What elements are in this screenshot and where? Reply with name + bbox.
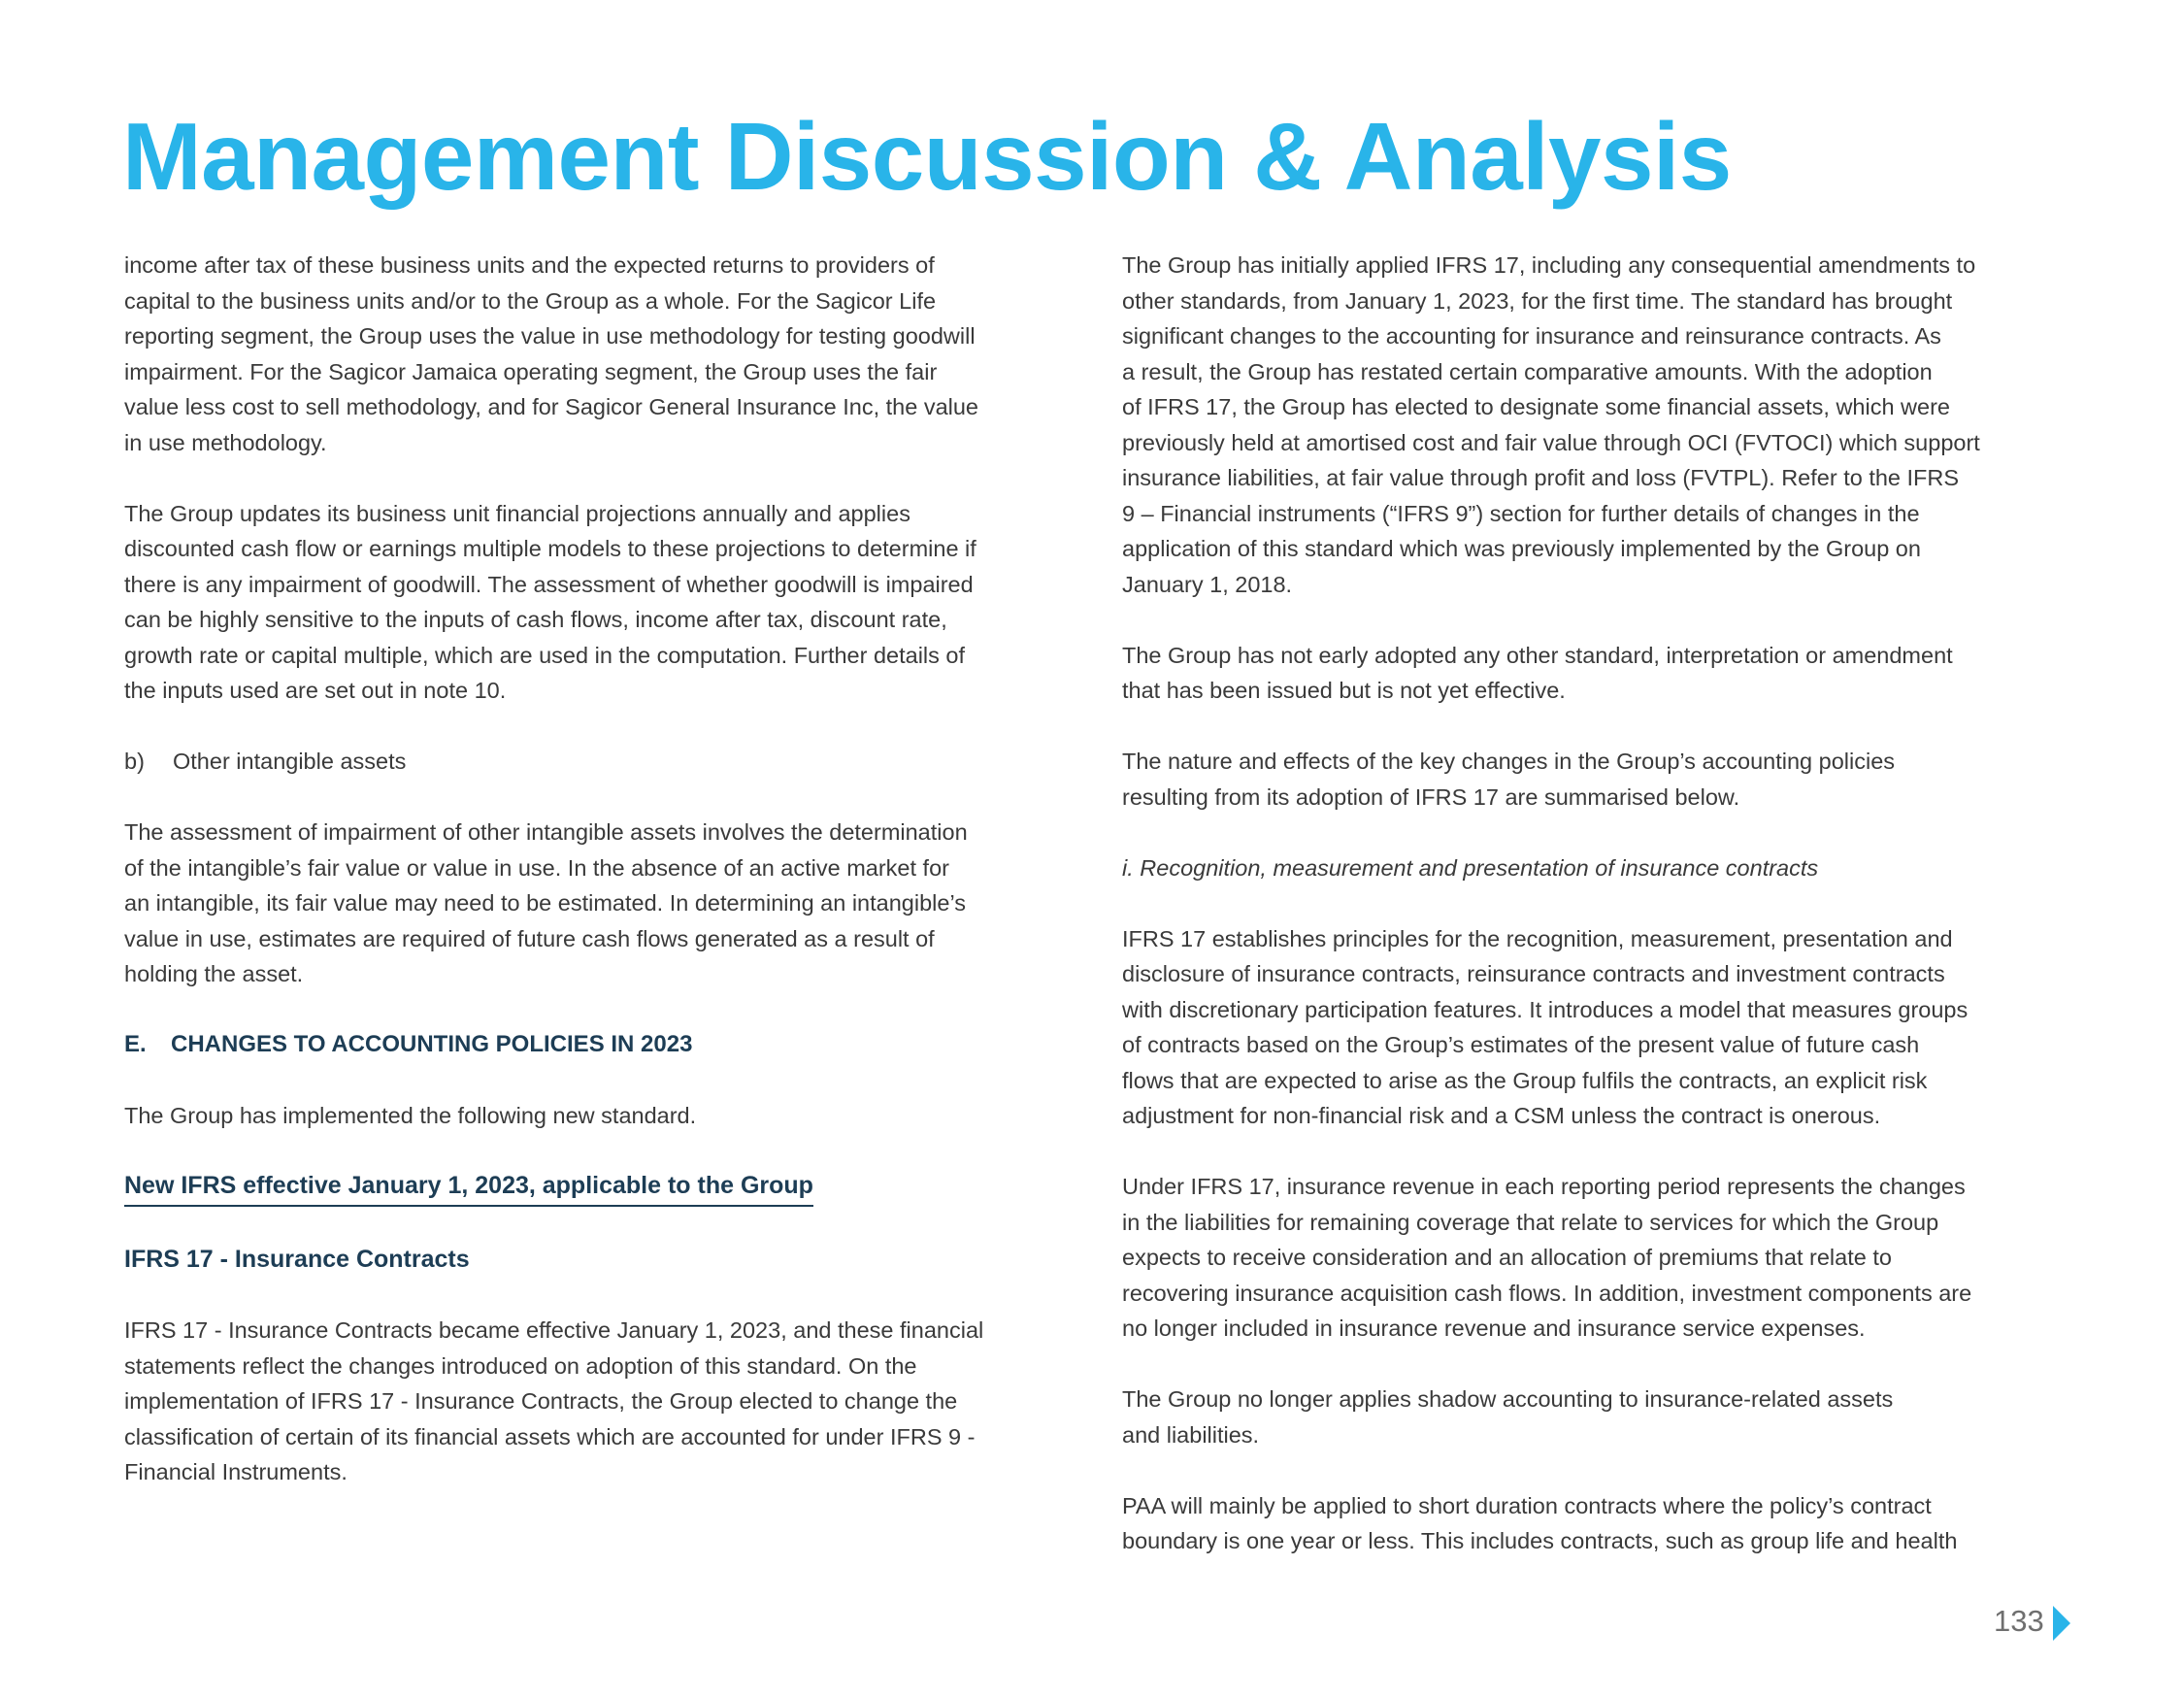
text-line: [124, 1454, 1085, 1490]
section-heading: [124, 1169, 1085, 1207]
paragraph: [1122, 1488, 2093, 1559]
text-content: implementation of IFRS 17 - Insurance Contracts, the Group elected to change the: [124, 1388, 958, 1414]
right-column: [1122, 248, 2093, 1594]
text-line: [124, 248, 1085, 283]
text-content: that has been issued but is not yet effective.: [1122, 678, 1566, 703]
paragraph: [1122, 248, 2093, 602]
text-line: [1122, 744, 2093, 780]
text-content: impairment. For the Sagicor Jamaica operating segment, the Group uses the fair: [124, 358, 938, 384]
text-line: [124, 850, 1085, 886]
paragraph: [124, 815, 1085, 992]
text-line: [1122, 992, 2093, 1028]
text-line: [1122, 425, 2093, 461]
text-content: boundary is one year or less. This includes contracts, such as group life and health: [1122, 1528, 1958, 1553]
text-line: [1122, 531, 2093, 567]
text-line: [124, 956, 1085, 992]
text-line: [1122, 1063, 2093, 1099]
text-line: [124, 425, 1085, 461]
text-content: and liabilities.: [1122, 1421, 1260, 1448]
text-line: [124, 1383, 1085, 1419]
text-line: [1122, 1205, 2093, 1241]
text-line: [124, 531, 1085, 567]
text-content: January 1, 2018.: [1122, 571, 1293, 597]
text-line: [124, 602, 1085, 638]
list-marker: b): [124, 749, 145, 774]
page-number: 133: [1994, 1604, 2044, 1638]
text-line: [124, 1027, 1085, 1063]
text-line: [124, 1242, 1085, 1278]
text-line: [124, 283, 1085, 319]
next-page-arrow-icon: [2053, 1606, 2070, 1641]
paragraph: [124, 496, 1085, 709]
text-line: [1122, 1311, 2093, 1347]
text-line: [1122, 1382, 2093, 1417]
text-line: [124, 1098, 1085, 1134]
text-content: The Group no longer applies shadow accounting to insurance-related assets: [1122, 1386, 1894, 1412]
text-content: can be highly sensitive to the inputs of cash flows, income after tax, discount rate,: [124, 607, 947, 632]
text-content: The assessment of impairment of other intangible assets involves the determination: [124, 819, 968, 845]
text-content: application of this standard which was previously implemented by the Group on: [1122, 536, 1921, 561]
text-line: [1122, 1027, 2093, 1063]
paragraph: [1122, 850, 2093, 886]
text-line: [1122, 956, 2093, 992]
text-content: previously held at amortised cost and fair value through OCI (FVTOCI) which support: [1122, 429, 1980, 455]
text-content: in the liabilities for remaining coverage that relate to services for which the Group: [1122, 1209, 1939, 1235]
text-line: [124, 567, 1085, 603]
text-line: [124, 496, 1085, 532]
paragraph: [124, 1098, 1085, 1134]
left-column: [124, 248, 1085, 1525]
text-content: recovering insurance acquisition cash flows. In addition, investment components are: [1122, 1280, 1972, 1306]
text-content: there is any impairment of goodwill. The assessment of whether goodwill is impaired: [124, 571, 974, 597]
text-content: an intangible, its fair value may need to be estimated. In determining an intangible’s: [124, 890, 966, 916]
text-line: [1122, 1240, 2093, 1276]
text-line: [124, 389, 1085, 425]
text-line: [124, 885, 1085, 921]
text-line: [124, 921, 1085, 957]
text-line: [1122, 1488, 2093, 1524]
text-content: growth rate or capital multiple, which are used in the computation. Further details of: [124, 642, 966, 668]
text-content: IFRS 17 establishes principles for the recognition, measurement, presentation and: [1122, 925, 1953, 951]
text-content: The Group updates its business unit financial projections annually and applies: [124, 500, 910, 526]
text-line: [1122, 567, 2093, 603]
text-line: [124, 744, 1085, 780]
text-content: The Group has initially applied IFRS 17, including any consequential amendments to: [1122, 252, 1976, 278]
text-content: value in use, estimates are required of future cash flows generated as a result of: [124, 925, 935, 951]
text-line: [1122, 850, 2093, 886]
text-content: discounted cash flow or earnings multiple models to these projections to determine if: [124, 536, 976, 561]
text-line: [1122, 1098, 2093, 1134]
text-content: 9 – Financial instruments (“IFRS 9”) section for further details of changes in the: [1122, 500, 1920, 526]
list-item: [124, 744, 1085, 780]
text-line: [1122, 638, 2093, 674]
text-content: The Group has implemented the following new standard.: [124, 1103, 697, 1128]
paragraph: [1122, 1169, 2093, 1347]
text-content: Financial Instruments.: [124, 1459, 347, 1484]
paragraph: [124, 1313, 1085, 1490]
text-content: reporting segment, the Group uses the value in use methodology for testing goodwill: [124, 323, 976, 349]
text-line: [1122, 1169, 2093, 1205]
text-line: [124, 673, 1085, 709]
text-line: [1122, 460, 2093, 496]
text-line: [1122, 354, 2093, 390]
section-heading: [124, 1027, 1085, 1063]
text-content: value less cost to sell methodology, and for Sagicor General Insurance Inc, the value: [124, 394, 978, 419]
text-content: Under IFRS 17, insurance revenue in each reporting period represents the changes: [1122, 1174, 1966, 1199]
text-content: a result, the Group has restated certain comparative amounts. With the adoption: [1122, 358, 1933, 384]
text-content: the inputs used are set out in note 10.: [124, 678, 507, 703]
paragraph: [1122, 921, 2093, 1134]
text-content: Other intangible assets: [173, 749, 407, 774]
text-content: of IFRS 17, the Group has elected to designate some financial assets, which were: [1122, 394, 1950, 419]
text-content: with discretionary participation features. It introduces a model that measures groups: [1122, 996, 1969, 1022]
text-line: [1122, 389, 2093, 425]
text-content: New IFRS effective January 1, 2023, applicable to the Group: [124, 1172, 813, 1199]
text-content: PAA will mainly be applied to short duration contracts where the policy’s contract: [1122, 1492, 1932, 1518]
paragraph: [1122, 638, 2093, 709]
text-content: statements reflect the changes introduced on adoption of this standard. On the: [124, 1352, 917, 1379]
text-content: i. Recognition, measurement and presentation of insurance contracts: [1122, 854, 1819, 881]
text-line: [124, 815, 1085, 850]
text-content: disclosure of insurance contracts, reinsurance contracts and investment contracts: [1122, 961, 1945, 986]
text-line: [124, 1349, 1085, 1384]
text-content: flows that are expected to arise as the Group fulfils the contracts, an explicit risk: [1122, 1067, 1928, 1093]
text-line: [1122, 921, 2093, 957]
text-line: [124, 354, 1085, 390]
text-content: CHANGES TO ACCOUNTING POLICIES IN 2023: [171, 1031, 693, 1057]
text-content: insurance liabilities, at fair value through profit and loss (FVTPL). Refer to the IFRS: [1122, 465, 1960, 490]
text-line: [1122, 1417, 2093, 1453]
text-line: [124, 1169, 813, 1207]
text-line: [1122, 248, 2093, 283]
text-line: [1122, 318, 2093, 354]
text-content: in use methodology.: [124, 429, 327, 455]
text-line: [124, 1313, 1085, 1349]
text-content: expects to receive consideration and an allocation of premiums that relate to: [1122, 1245, 1892, 1270]
text-line: [1122, 673, 2093, 709]
text-content: classification of certain of its financial assets which are accounted for under IFRS 9 -: [124, 1423, 976, 1449]
text-content: resulting from its adoption of IFRS 17 are summarised below.: [1122, 783, 1740, 810]
paragraph: [124, 248, 1085, 460]
paragraph: [1122, 1382, 2093, 1452]
text-line: [1122, 780, 2093, 816]
text-content: adjustment for non-financial risk and a CSM unless the contract is onerous.: [1122, 1103, 1881, 1128]
text-line: [124, 318, 1085, 354]
text-content: other standards, from January 1, 2023, for the first time. The standard has brought: [1122, 287, 1953, 314]
text-content: of contracts based on the Group’s estimates of the present value of future cash: [1122, 1032, 1920, 1057]
text-line: [124, 638, 1085, 674]
text-content: IFRS 17 - Insurance Contracts: [124, 1246, 470, 1273]
text-content: IFRS 17 - Insurance Contracts became effective January 1, 2023, and these financial: [124, 1317, 984, 1343]
text-content: The nature and effects of the key changes in the Group’s accounting policies: [1122, 749, 1896, 774]
text-content: of the intangible’s fair value or value in use. In the absence of an active market for: [124, 854, 949, 881]
text-content: no longer included in insurance revenue and insurance service expenses.: [1122, 1316, 1866, 1341]
paragraph: [1122, 744, 2093, 815]
text-content: holding the asset.: [124, 961, 304, 986]
text-content: significant changes to the accounting for insurance and reinsurance contracts. As: [1122, 323, 1941, 349]
page-title: Management Discussion & Analysis: [122, 103, 1732, 210]
text-line: [1122, 283, 2093, 319]
text-content: income after tax of these business units and the expected returns to providers of: [124, 252, 935, 278]
text-line: [1122, 496, 2093, 532]
text-line: [124, 1419, 1085, 1455]
text-content: capital to the business units and/or to the Group as a whole. For the Sagicor Life: [124, 287, 937, 314]
text-line: [1122, 1276, 2093, 1312]
text-line: [1122, 1523, 2093, 1559]
list-marker: E.: [124, 1031, 147, 1057]
text-content: The Group has not early adopted any other standard, interpretation or amendment: [1122, 642, 1953, 668]
section-heading: [124, 1242, 1085, 1278]
